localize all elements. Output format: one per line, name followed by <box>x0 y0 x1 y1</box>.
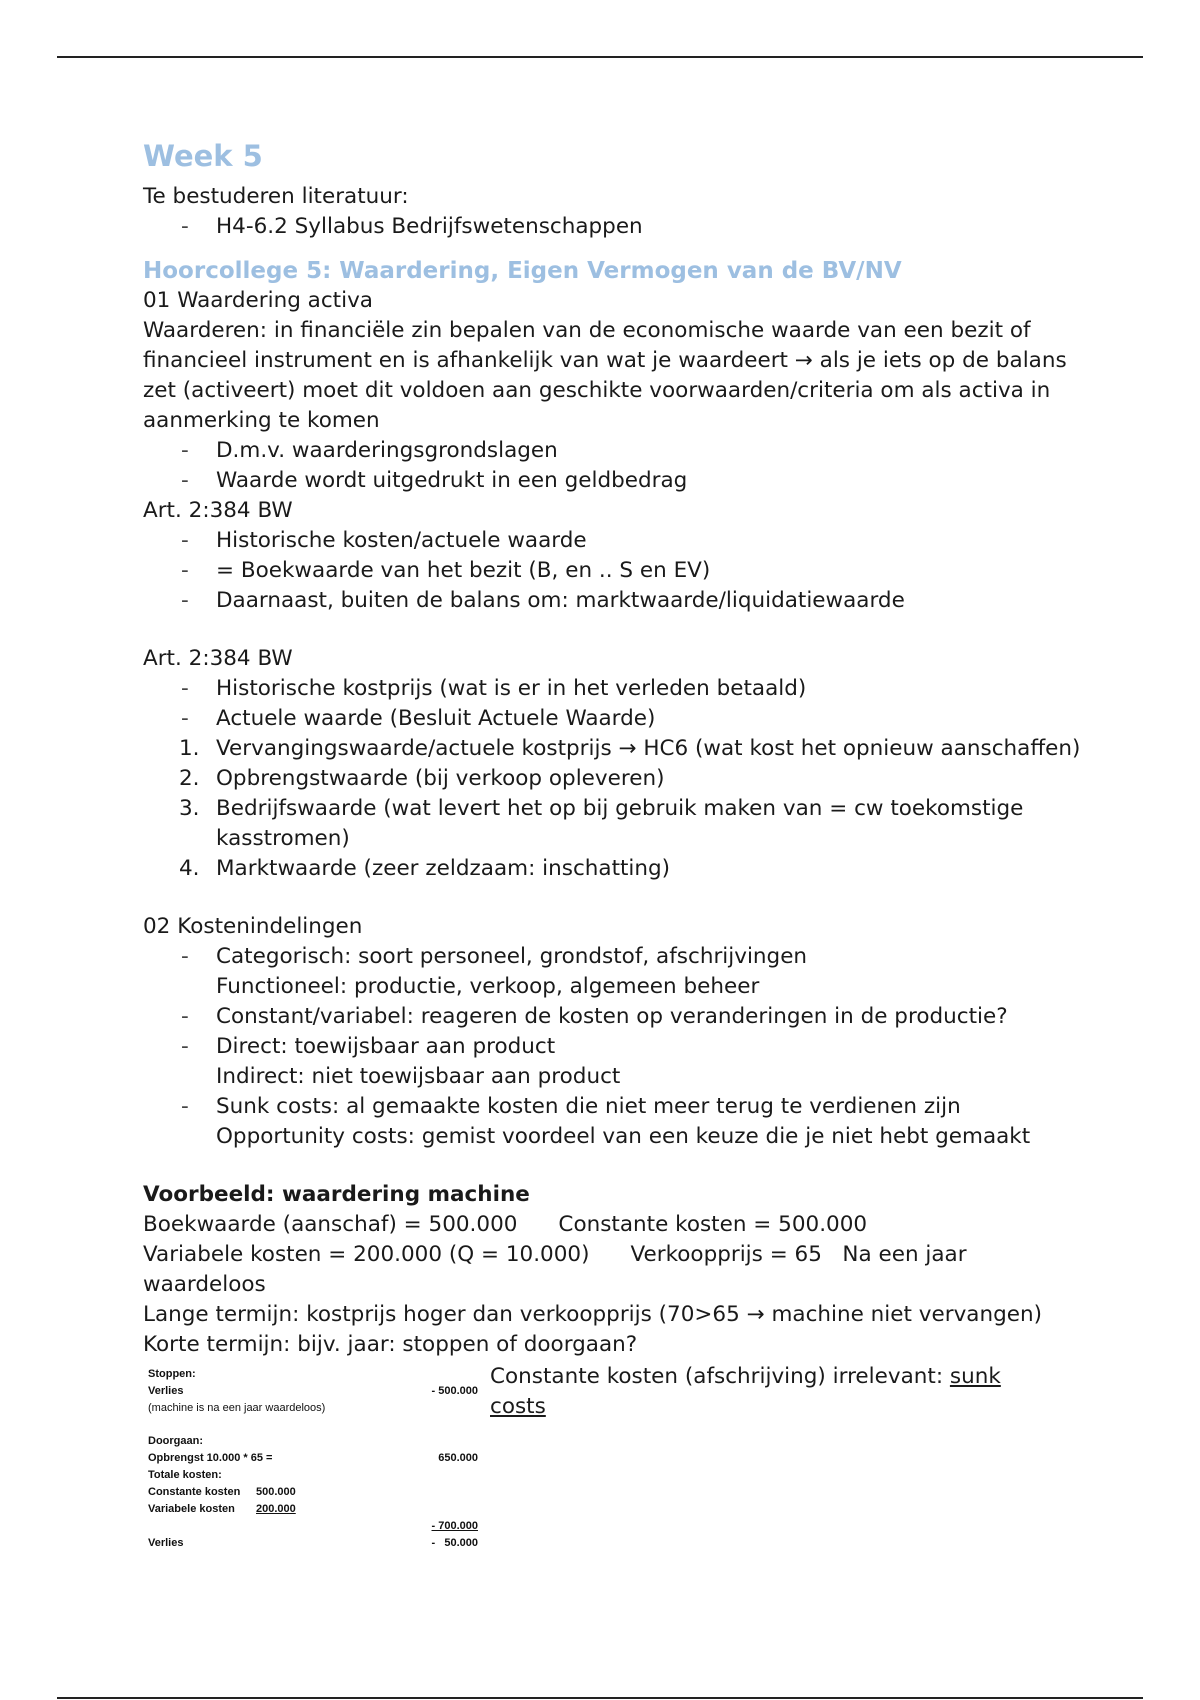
list-item: - H4-6.2 Syllabus Bedrijfswetenschappen <box>143 212 1083 242</box>
list-item: - Constant/variabel: reageren de kosten op veranderingen in de productie? <box>143 1002 1083 1032</box>
calc-label: Doorgaan: <box>148 1435 203 1447</box>
list-item-sub: Functioneel: productie, verkoop, algemeen beheer <box>216 974 760 999</box>
numbered-item: 3. Bedrijfswaarde (wat levert het op bij gebruik maken van = cw toekomstige kasstromen) <box>179 796 1024 851</box>
list-item: - = Boekwaarde van het bezit (B, en .. S en EV) <box>143 556 1083 586</box>
paragraph: Waarderen: in financiële zin bepalen van de economische waarde van een bezit of financieel instrument en is afhankelijk van wat je waardeert → als je iets op de balans zet (activeert) moet dit voldoen aan geschikte voorwaarden/criteria om als activa in aanmerking te komen <box>143 318 1067 433</box>
calc-note: (machine is na een jaar waardeloos) <box>148 1402 326 1414</box>
header-rule <box>57 56 1143 58</box>
bullet-dash-icon: - <box>181 214 189 239</box>
list-item: - Historische kostprijs (wat is er in het verleden betaald) <box>143 674 1083 704</box>
list-item: - Sunk costs: al gemaakte kosten die niet meer terug te verdienen zijn <box>143 1092 1083 1122</box>
note-text: Constante kosten (afschrijving) irrelevant: <box>490 1364 950 1389</box>
bullet-dash-icon: - <box>181 944 189 969</box>
note-emphasis: sunk costs <box>490 1364 1001 1419</box>
calc-label: Totale kosten: <box>148 1469 222 1481</box>
calculation-table <box>148 1366 478 1552</box>
bullet-dash-icon: - <box>181 706 189 731</box>
list-item: - Categorisch: soort personeel, grondstof, afschrijvingen <box>143 942 1083 972</box>
calculation-note <box>490 1362 1050 1422</box>
example-title: Voorbeeld: waardering machine <box>143 1182 530 1207</box>
calc-label: Constante kosten <box>148 1486 241 1498</box>
numbered-item: 4. Marktwaarde (zeer zeldzaam: inschatting) <box>179 856 671 881</box>
calc-label: Verlies <box>148 1537 184 1549</box>
numbered-item: 1. Vervangingswaarde/actuele kostprijs → HC6 (wat kost het opnieuw aanschaffen) <box>179 736 1081 761</box>
subsection-title: 01 Waardering activa <box>143 288 373 313</box>
calc-label: Variabele kosten <box>148 1503 235 1515</box>
calc-label: Stoppen: <box>148 1368 196 1380</box>
article-label: Art. 2:384 BW <box>143 646 293 671</box>
list-item: - Daarnaast, buiten de balans om: marktwaarde/liquidatiewaarde <box>143 586 1083 616</box>
document-body <box>143 138 1083 1552</box>
bullet-dash-icon: - <box>181 1034 189 1059</box>
calc-label: Verlies <box>148 1385 184 1397</box>
calc-amount: - 500.000 <box>431 1385 478 1397</box>
footer-rule <box>57 1697 1143 1699</box>
list-item: - Historische kosten/actuele waarde <box>143 526 1083 556</box>
page-title: Week 5 <box>143 139 263 173</box>
numbered-item: 2. Opbrengstwaarde (bij verkoop opleveren) <box>179 766 665 791</box>
bullet-dash-icon: - <box>181 438 189 463</box>
list-item-sub: Indirect: niet toewijsbaar aan product <box>216 1064 621 1089</box>
calc-label: Opbrengst 10.000 * 65 = <box>148 1452 273 1464</box>
list-item: - Waarde wordt uitgedrukt in een geldbedrag <box>143 466 1083 496</box>
calc-amount: 650.000 <box>438 1452 478 1464</box>
bullet-dash-icon: - <box>181 1094 189 1119</box>
section-heading: Hoorcollege 5: Waardering, Eigen Vermogen van de BV/NV <box>143 258 902 284</box>
list-item: - Actuele waarde (Besluit Actuele Waarde) <box>143 704 1083 734</box>
bullet-dash-icon: - <box>181 528 189 553</box>
bullet-dash-icon: - <box>181 558 189 583</box>
calc-amount: 200.000 <box>256 1503 296 1515</box>
example-line: Variabele kosten = 200.000 (Q = 10.000) Verkoopprijs = 65 Na een jaar waardeloos <box>143 1242 974 1297</box>
bullet-dash-icon: - <box>181 468 189 493</box>
calculation-block <box>143 1362 1083 1552</box>
example-line: Boekwaarde (aanschaf) = 500.000 Constante kosten = 500.000 <box>143 1212 868 1237</box>
calc-amount: 500.000 <box>256 1486 296 1498</box>
calc-amount: - 700.000 <box>431 1520 478 1532</box>
bullet-dash-icon: - <box>181 1004 189 1029</box>
example-line: Lange termijn: kostprijs hoger dan verkoopprijs (70>65 → machine niet vervangen) <box>143 1302 1042 1327</box>
article-label: Art. 2:384 BW <box>143 498 293 523</box>
bullet-dash-icon: - <box>181 588 189 613</box>
subsection-title: 02 Kostenindelingen <box>143 914 363 939</box>
bullet-dash-icon: - <box>181 676 189 701</box>
literature-label: Te bestuderen literatuur: <box>143 184 409 209</box>
list-item-sub: Opportunity costs: gemist voordeel van een keuze die je niet hebt gemaakt <box>216 1124 1031 1149</box>
example-line: Korte termijn: bijv. jaar: stoppen of doorgaan? <box>143 1332 638 1357</box>
list-item: - D.m.v. waarderingsgrondslagen <box>143 436 1083 466</box>
calc-amount: - 50.000 <box>431 1537 478 1549</box>
list-item: - Direct: toewijsbaar aan product <box>143 1032 1083 1062</box>
